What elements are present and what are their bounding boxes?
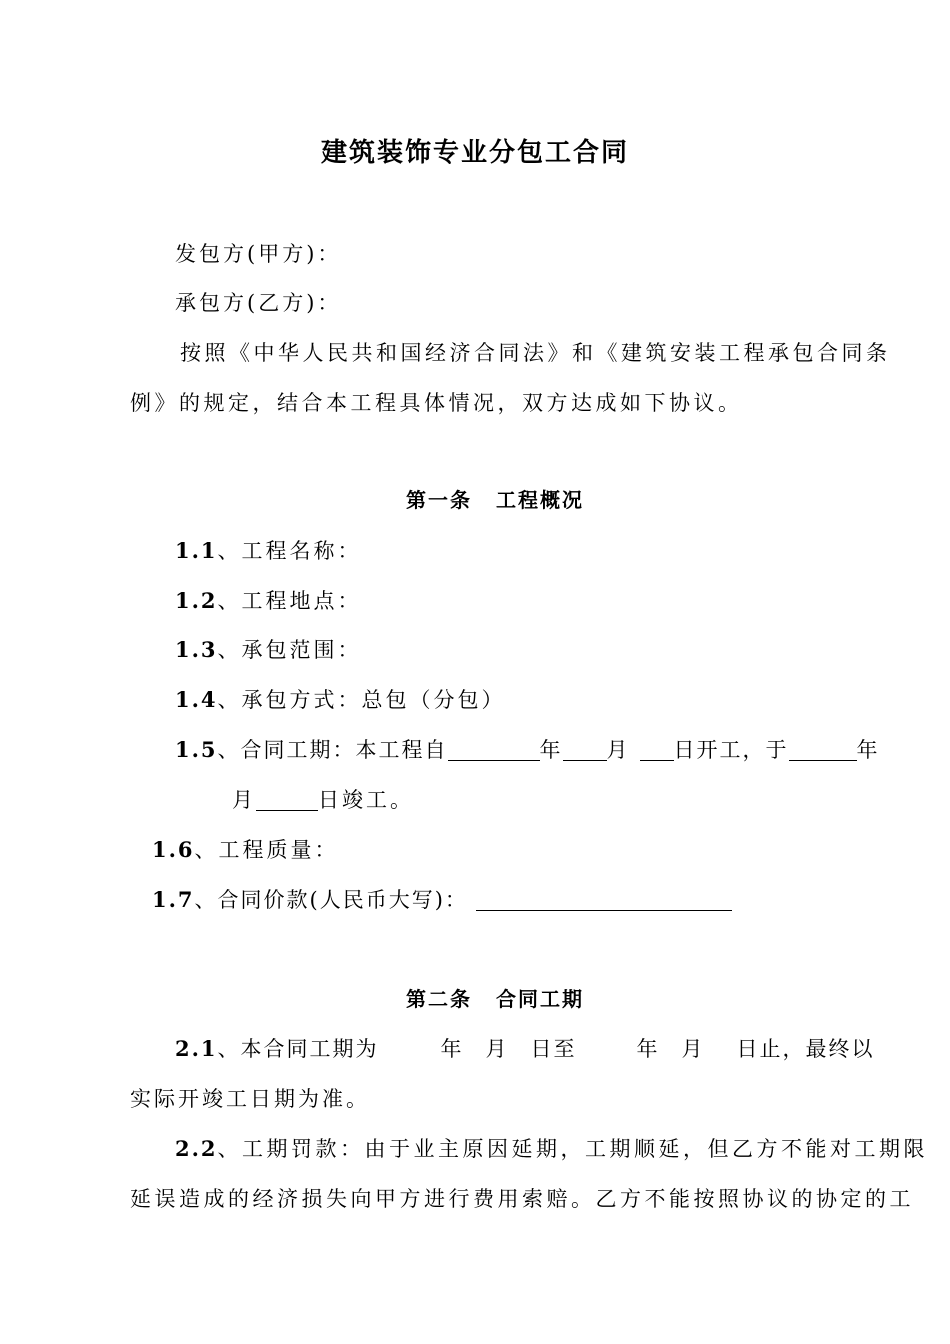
article-2-number: 第二条 — [406, 987, 472, 1011]
intro-line-2: 例》的规定，结合本工程具体情况，双方达成如下协议。 — [130, 391, 743, 415]
clause-text: 年 — [539, 738, 563, 762]
intro-line-1: 按照《中华人民共和国经济合同法》和《建筑安装工程承包合同条 — [180, 341, 891, 365]
contract-price-blank[interactable] — [476, 888, 732, 911]
article-1-number: 第一条 — [406, 488, 472, 512]
clause-text: 年 — [440, 1037, 464, 1061]
article-1-title: 工程概况 — [496, 488, 584, 512]
clause-text: 日开工，于 — [673, 738, 789, 762]
clause-text: 月 — [606, 738, 630, 762]
clause-number: 1.1 — [175, 538, 218, 563]
blank-line[interactable] — [448, 738, 540, 761]
clause-number: 1.2 — [175, 588, 218, 613]
clause-number: 2.2 — [175, 1136, 218, 1161]
clause-2-1 — [175, 1035, 875, 1063]
clause-text: 日止，最终以 — [736, 1037, 875, 1061]
blank-line[interactable] — [640, 738, 674, 761]
clause-text: 、工程名称： — [217, 539, 362, 563]
article-2-title: 合同工期 — [496, 987, 584, 1011]
clause-2-2-continued: 延误造成的经济损失向甲方进行费用索赔。乙方不能按照协议的协定的工 — [130, 1187, 914, 1211]
clause-number: 1.6 — [152, 837, 195, 862]
clause-text: 、承包方式：总包（分包） — [217, 688, 506, 712]
clause-text: 日至 — [530, 1037, 577, 1061]
clause-text: 、工程地点： — [217, 589, 362, 613]
clause-1-7 — [152, 886, 732, 914]
clause-1-6 — [152, 836, 339, 864]
clause-text: 月 — [232, 788, 256, 812]
clause-text: 月 — [681, 1037, 705, 1061]
clause-number: 2.1 — [175, 1036, 218, 1061]
party-a-label: 发包方(甲方)： — [175, 242, 342, 266]
blank-line[interactable] — [256, 788, 318, 811]
clause-1-5-continued — [232, 786, 414, 814]
clause-text: 月 — [485, 1037, 509, 1061]
clause-1-1 — [175, 537, 362, 565]
clause-text: 、工程质量： — [194, 838, 339, 862]
clause-1-5 — [175, 736, 880, 764]
clause-text: 日竣工。 — [318, 788, 414, 812]
clause-2-2 — [175, 1135, 928, 1163]
clause-text: 年 — [636, 1037, 660, 1061]
clause-number: 1.7 — [152, 887, 195, 912]
clause-number: 1.4 — [175, 687, 218, 712]
article-1-heading — [0, 486, 950, 514]
clause-number: 1.5 — [175, 737, 218, 762]
clause-text: 、合同价款(人民币大写)： — [194, 888, 468, 912]
blank-line[interactable] — [789, 738, 857, 761]
clause-text: 、承包范围： — [217, 638, 362, 662]
article-2-heading — [0, 985, 950, 1013]
clause-1-3 — [175, 636, 362, 664]
clause-text: 、本合同工期为 — [217, 1037, 379, 1061]
clause-2-1-continued: 实际开竣工日期为准。 — [130, 1087, 370, 1111]
clause-number: 1.3 — [175, 637, 218, 662]
clause-text: 、合同工期：本工程自 — [217, 738, 448, 762]
clause-text: 、工期罚款：由于业主原因延期，工期顺延，但乙方不能对工期限 — [217, 1137, 929, 1161]
clause-1-4 — [175, 686, 506, 714]
clause-1-2 — [175, 587, 362, 615]
clause-text: 年 — [856, 738, 880, 762]
party-b-label: 承包方(乙方)： — [175, 291, 342, 315]
document-title: 建筑装饰专业分包工合同 — [320, 138, 629, 168]
blank-line[interactable] — [563, 738, 607, 761]
